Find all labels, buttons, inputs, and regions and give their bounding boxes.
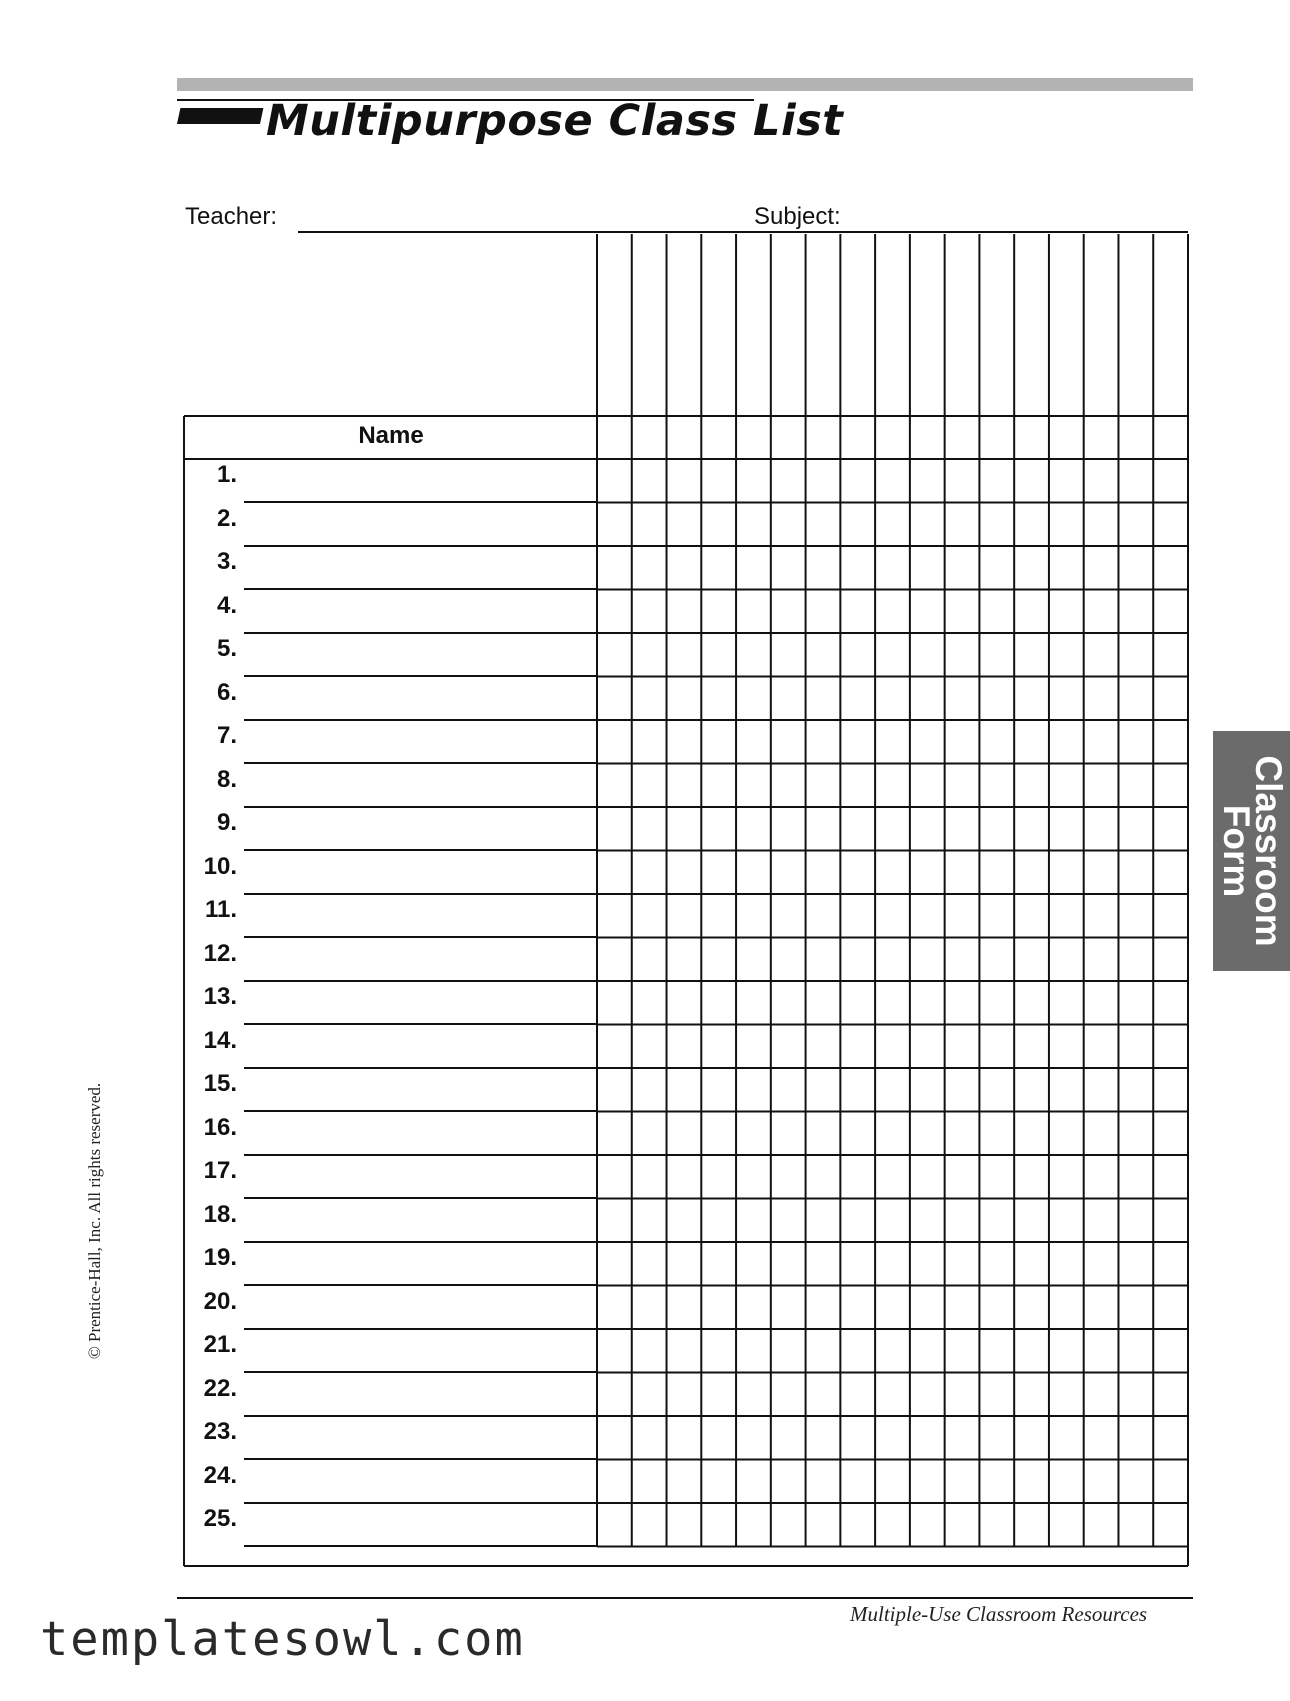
row-number: 16. bbox=[203, 1113, 237, 1141]
side-tab-line-2: Form bbox=[1215, 804, 1257, 898]
watermark: templatesowl.com bbox=[40, 1612, 525, 1667]
row-number: 10. bbox=[203, 852, 237, 880]
student-name-field[interactable] bbox=[244, 1371, 597, 1373]
row-number: 11. bbox=[204, 896, 237, 923]
side-tab-text bbox=[1215, 755, 1289, 947]
row-number: 2. bbox=[216, 504, 237, 532]
row-number: 13. bbox=[203, 983, 237, 1010]
page-title: Multipurpose Class List bbox=[266, 96, 844, 146]
row-number: 9. bbox=[216, 809, 237, 836]
row-number: 17. bbox=[203, 1157, 237, 1184]
footer-rule bbox=[177, 1597, 1193, 1599]
row-number: 1. bbox=[216, 461, 237, 488]
name-column-header: Name bbox=[358, 422, 424, 449]
student-name-field[interactable] bbox=[244, 1154, 597, 1156]
student-name-field[interactable] bbox=[244, 1197, 597, 1199]
teacher-label: Teacher: bbox=[185, 203, 278, 230]
row-number: 15. bbox=[203, 1070, 237, 1097]
student-name-field[interactable] bbox=[244, 1415, 597, 1417]
subject-label: Subject: bbox=[754, 203, 841, 230]
student-name-field[interactable] bbox=[244, 1502, 597, 1504]
student-name-field[interactable] bbox=[244, 588, 597, 590]
student-name-field[interactable] bbox=[244, 501, 597, 503]
row-number: 14. bbox=[203, 1026, 237, 1054]
row-number: 12. bbox=[203, 939, 237, 967]
student-name-field[interactable] bbox=[244, 893, 597, 895]
student-name-field[interactable] bbox=[244, 1067, 597, 1069]
footer-text: Multiple-Use Classroom Resources bbox=[850, 1602, 1148, 1626]
row-number: 3. bbox=[216, 548, 237, 575]
row-number: 24. bbox=[203, 1461, 237, 1489]
row-number: 20. bbox=[203, 1287, 237, 1315]
student-name-field[interactable] bbox=[244, 806, 597, 808]
student-name-field[interactable] bbox=[244, 980, 597, 982]
student-name-field[interactable] bbox=[244, 632, 597, 634]
student-name-field[interactable] bbox=[244, 1023, 597, 1025]
row-number: 7. bbox=[216, 722, 237, 749]
row-number: 8. bbox=[216, 765, 237, 793]
side-tab-line-1: Classroom bbox=[1247, 755, 1289, 947]
student-name-field[interactable] bbox=[244, 1458, 597, 1460]
row-number: 19. bbox=[203, 1244, 237, 1271]
student-name-field[interactable] bbox=[244, 849, 597, 851]
row-number: 18. bbox=[203, 1200, 237, 1228]
student-name-field[interactable] bbox=[244, 936, 597, 938]
student-name-field[interactable] bbox=[244, 675, 597, 677]
student-name-field[interactable] bbox=[244, 1328, 597, 1330]
classroom-form-tab bbox=[1213, 731, 1290, 971]
student-name-field[interactable] bbox=[244, 762, 597, 764]
student-name-field[interactable] bbox=[244, 1284, 597, 1286]
student-name-field[interactable] bbox=[244, 1241, 597, 1243]
row-number: 4. bbox=[216, 591, 237, 619]
student-name-field[interactable] bbox=[244, 719, 597, 721]
row-number: 6. bbox=[216, 678, 237, 706]
student-name-field[interactable] bbox=[244, 1110, 597, 1112]
row-number: 25. bbox=[203, 1505, 237, 1532]
row-number: 23. bbox=[203, 1418, 237, 1445]
copyright-notice: © Prentice-Hall, Inc. All rights reserved. bbox=[85, 1082, 104, 1360]
row-number: 22. bbox=[203, 1374, 237, 1402]
student-name-field[interactable] bbox=[244, 1545, 597, 1547]
student-name-field[interactable] bbox=[244, 545, 597, 547]
row-number: 21. bbox=[203, 1331, 237, 1358]
row-number: 5. bbox=[216, 635, 237, 662]
